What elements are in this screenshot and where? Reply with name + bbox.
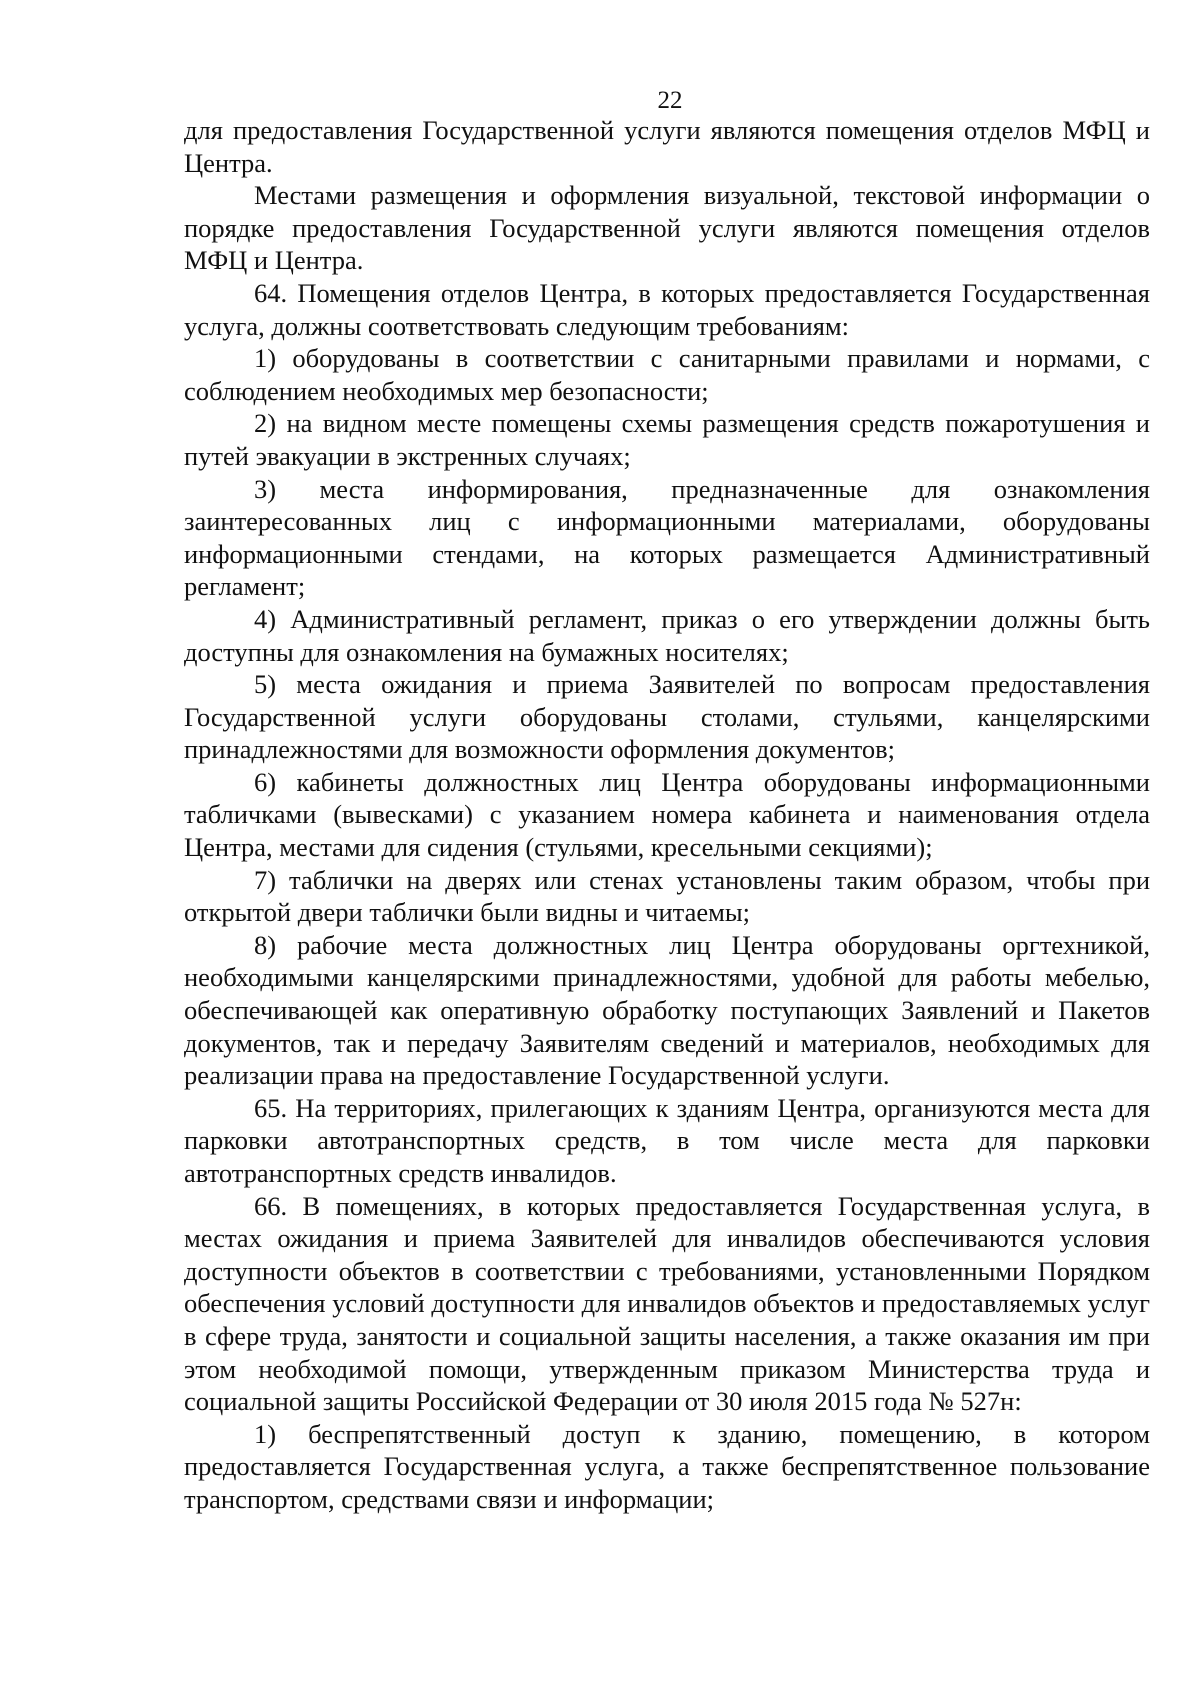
- paragraph-64-item-3: 3) места информирования, предназначенные для ознакомления заинтересованных лиц с информационными материалами, оборудованы информационными стендами, на которых размещается Административный регламент;: [184, 473, 1150, 602]
- paragraph-64: 64. Помещения отделов Центра, в которых предоставляется Государственная услуга, должны соответствовать следующим требованиям:: [184, 277, 1150, 341]
- paragraph-66: 66. В помещениях, в которых предоставляется Государственная услуга, в местах ожидания и приема Заявителей для инвалидов обеспечиваются условия доступности объектов в соответствии с требованиями, установленными Порядком обеспечения условий доступности для инвалидов объектов и предоставляемых услуг в сфере труда, занятости и социальной защиты населения, а также оказания им при этом необходимой помощи, утвержденным приказом Министерства труда и социальной защиты Российской Федерации от 30 июля 2015 года № 527н:: [184, 1190, 1150, 1417]
- paragraph-64-item-8: 8) рабочие места должностных лиц Центра оборудованы оргтехникой, необходимыми канцелярскими принадлежностями, удобной для работы мебелью, обеспечивающей как оперативную обработку поступающих Заявлений и Пакетов документов, так и передачу Заявителям сведений и материалов, необходимых для реализации права на предоставление Государственной услуги.: [184, 929, 1150, 1091]
- paragraph-64-item-1: 1) оборудованы в соответствии с санитарными правилами и нормами, с соблюдением необходимых мер безопасности;: [184, 343, 1150, 406]
- paragraph-65: 65. На территориях, прилегающих к зданиям Центра, организуются места для парковки автотранспортных средств, в том числе места для парковки автотранспортных средств инвалидов.: [184, 1092, 1150, 1188]
- paragraph-64-item-5: 5) места ожидания и приема Заявителей по вопросам предоставления Государственной услуги оборудованы столами, стульями, канцелярскими принадлежностями для возможности оформления документов;: [184, 669, 1150, 765]
- paragraph-64-item-6: 6) кабинеты должностных лиц Центра оборудованы информационными табличками (вывесками) с указанием номера кабинета и наименования отдела Центра, местами для сидения (стульями, кресельными секциями);: [184, 766, 1150, 863]
- paragraph-continuation: для предоставления Государственной услуги являются помещения отделов МФЦ и Центра.: [184, 115, 1150, 178]
- paragraph-64-item-7: 7) таблички на дверях или стенах установлены таким образом, чтобы при открытой двери таблички были видны и читаемы;: [184, 864, 1150, 928]
- document-body: [184, 114, 1150, 1516]
- paragraph-64-item-4: 4) Административный регламент, приказ о его утверждении должны быть доступны для ознакомления на бумажных носителях;: [184, 603, 1150, 667]
- paragraph-info-placement: Местами размещения и оформления визуальной, текстовой информации о порядке предоставления Государственной услуги являются помещения отделов МФЦ и Центра.: [184, 180, 1150, 276]
- paragraph-66-item-1: 1) беспрепятственный доступ к зданию, помещению, в котором предоставляется Государственная услуга, а также беспрепятственное пользование транспортом, средствами связи и информации;: [184, 1418, 1150, 1514]
- paragraph-64-item-2: 2) на видном месте помещены схемы размещения средств пожаротушения и путей эвакуации в экстренных случаях;: [184, 408, 1150, 471]
- page-number: 22: [657, 87, 683, 114]
